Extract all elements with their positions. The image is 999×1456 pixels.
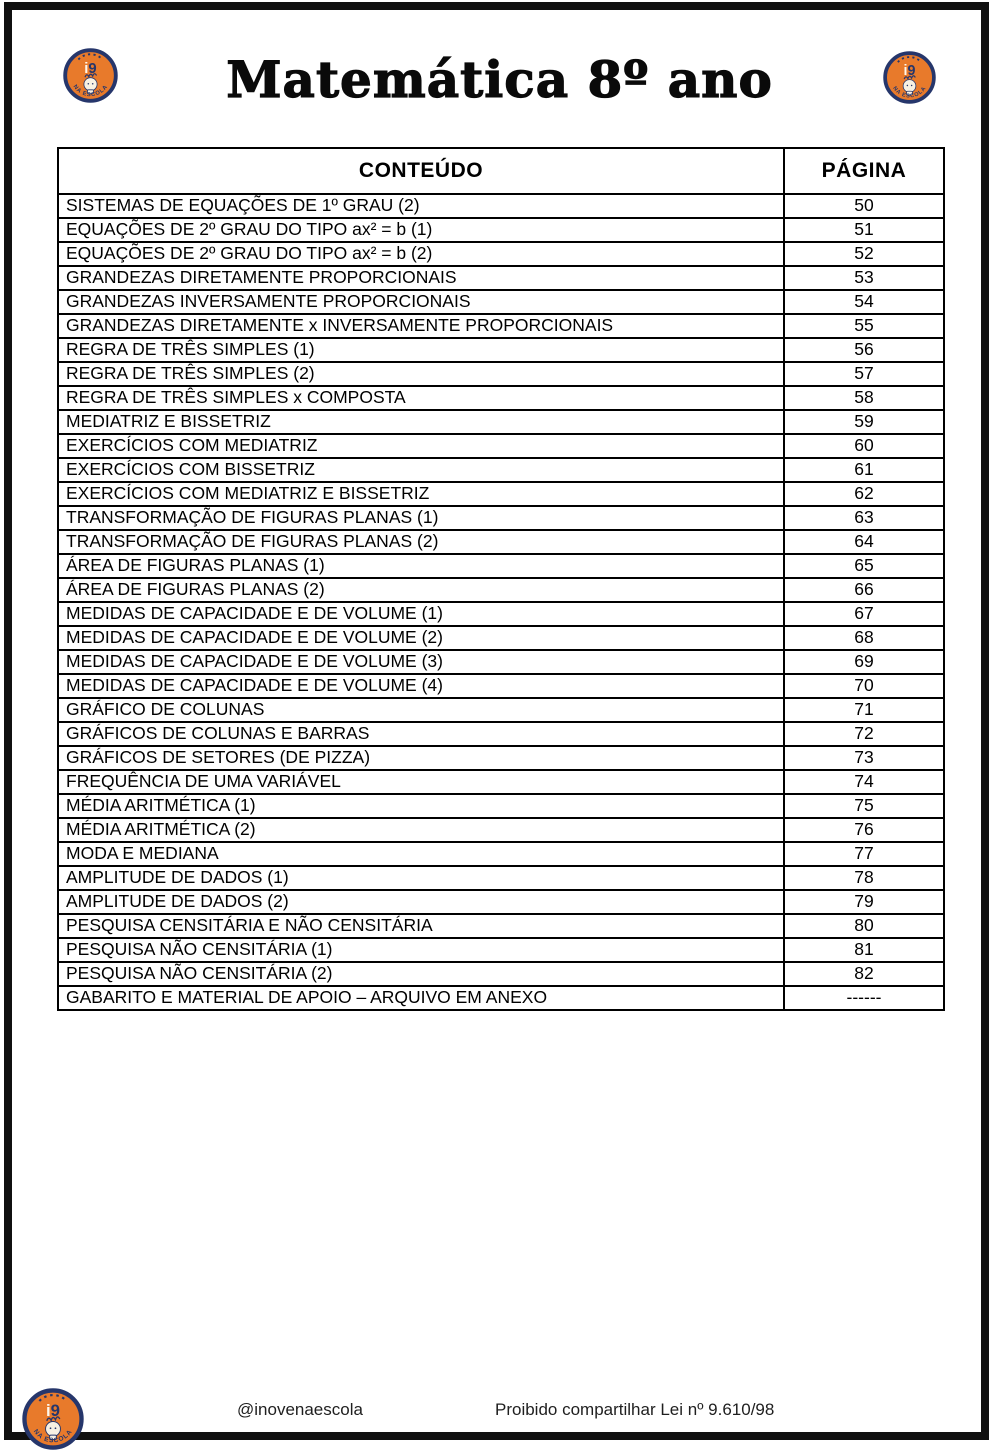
table-row xyxy=(58,890,944,914)
row-page-cell: ------ xyxy=(784,986,944,1010)
row-content-cell: MEDIDAS DE CAPACIDADE E DE VOLUME (1) xyxy=(58,602,784,626)
table-row xyxy=(58,842,944,866)
row-content-cell: REGRA DE TRÊS SIMPLES (1) xyxy=(58,338,784,362)
row-page-cell: 63 xyxy=(784,506,944,530)
row-page-cell: 78 xyxy=(784,866,944,890)
row-content-cell: GRÁFICO DE COLUNAS xyxy=(58,698,784,722)
table-row xyxy=(58,914,944,938)
row-content-cell: MEDIDAS DE CAPACIDADE E DE VOLUME (3) xyxy=(58,650,784,674)
table-row xyxy=(58,314,944,338)
row-content-cell: REGRA DE TRÊS SIMPLES x COMPOSTA xyxy=(58,386,784,410)
table-row xyxy=(58,242,944,266)
row-page-cell: 62 xyxy=(784,482,944,506)
row-content-cell: MEDIDAS DE CAPACIDADE E DE VOLUME (2) xyxy=(58,626,784,650)
row-page-cell: 55 xyxy=(784,314,944,338)
copyright-notice: Proibido compartilhar Lei nº 9.610/98 xyxy=(495,1400,775,1419)
table-row xyxy=(58,554,944,578)
row-page-cell: 54 xyxy=(784,290,944,314)
row-page-cell: 65 xyxy=(784,554,944,578)
table-row xyxy=(58,794,944,818)
row-page-cell: 64 xyxy=(784,530,944,554)
row-content-cell: EQUAÇÕES DE 2º GRAU DO TIPO ax² = b (2) xyxy=(58,242,784,266)
row-page-cell: 52 xyxy=(784,242,944,266)
row-content-cell: GABARITO E MATERIAL DE APOIO – ARQUIVO EM ANEXO xyxy=(58,986,784,1010)
table-row xyxy=(58,218,944,242)
i9-escola-logo xyxy=(883,51,936,104)
row-content-cell: SISTEMAS DE EQUAÇÕES DE 1º GRAU (2) xyxy=(58,194,784,218)
row-page-cell: 50 xyxy=(784,194,944,218)
row-page-cell: 58 xyxy=(784,386,944,410)
row-content-cell: EXERCÍCIOS COM MEDIATRIZ E BISSETRIZ xyxy=(58,482,784,506)
row-page-cell: 68 xyxy=(784,626,944,650)
table-row xyxy=(58,482,944,506)
table-row xyxy=(58,386,944,410)
row-page-cell: 60 xyxy=(784,434,944,458)
table-row xyxy=(58,674,944,698)
row-content-cell: PESQUISA NÃO CENSITÁRIA (2) xyxy=(58,962,784,986)
row-page-cell: 53 xyxy=(784,266,944,290)
row-content-cell: ÁREA DE FIGURAS PLANAS (1) xyxy=(58,554,784,578)
i9-escola-logo xyxy=(22,1388,84,1450)
row-content-cell: EXERCÍCIOS COM BISSETRIZ xyxy=(58,458,784,482)
row-page-cell: 67 xyxy=(784,602,944,626)
row-content-cell: PESQUISA CENSITÁRIA E NÃO CENSITÁRIA xyxy=(58,914,784,938)
table-row xyxy=(58,866,944,890)
table-row xyxy=(58,602,944,626)
table-row xyxy=(58,938,944,962)
row-page-cell: 76 xyxy=(784,818,944,842)
table-row xyxy=(58,410,944,434)
row-page-cell: 72 xyxy=(784,722,944,746)
table-row xyxy=(58,290,944,314)
row-content-cell: GRANDEZAS DIRETAMENTE x INVERSAMENTE PROPORCIONAIS xyxy=(58,314,784,338)
table-row xyxy=(58,506,944,530)
row-content-cell: PESQUISA NÃO CENSITÁRIA (1) xyxy=(58,938,784,962)
table-row xyxy=(58,338,944,362)
table-row xyxy=(58,986,944,1010)
table-row xyxy=(58,770,944,794)
row-content-cell: GRANDEZAS INVERSAMENTE PROPORCIONAIS xyxy=(58,290,784,314)
contents-table xyxy=(57,147,945,1011)
row-content-cell: AMPLITUDE DE DADOS (2) xyxy=(58,890,784,914)
row-content-cell: AMPLITUDE DE DADOS (1) xyxy=(58,866,784,890)
column-header-conteudo: CONTEÚDO xyxy=(58,148,784,194)
row-content-cell: EXERCÍCIOS COM MEDIATRIZ xyxy=(58,434,784,458)
row-page-cell: 66 xyxy=(784,578,944,602)
row-page-cell: 70 xyxy=(784,674,944,698)
row-content-cell: MÉDIA ARITMÉTICA (2) xyxy=(58,818,784,842)
table-header-row xyxy=(58,148,944,194)
row-content-cell: GRÁFICOS DE COLUNAS E BARRAS xyxy=(58,722,784,746)
row-content-cell: MÉDIA ARITMÉTICA (1) xyxy=(58,794,784,818)
instagram-handle: @inovenaescola xyxy=(237,1400,363,1419)
table-row xyxy=(58,962,944,986)
row-page-cell: 71 xyxy=(784,698,944,722)
row-page-cell: 56 xyxy=(784,338,944,362)
row-content-cell: MODA E MEDIANA xyxy=(58,842,784,866)
table-row xyxy=(58,578,944,602)
row-page-cell: 59 xyxy=(784,410,944,434)
row-page-cell: 82 xyxy=(784,962,944,986)
table-row xyxy=(58,746,944,770)
table-row xyxy=(58,194,944,218)
table-row xyxy=(58,698,944,722)
row-content-cell: TRANSFORMAÇÃO DE FIGURAS PLANAS (2) xyxy=(58,530,784,554)
row-page-cell: 69 xyxy=(784,650,944,674)
row-content-cell: REGRA DE TRÊS SIMPLES (2) xyxy=(58,362,784,386)
table-row xyxy=(58,818,944,842)
row-content-cell: MEDIDAS DE CAPACIDADE E DE VOLUME (4) xyxy=(58,674,784,698)
table-row xyxy=(58,362,944,386)
row-page-cell: 57 xyxy=(784,362,944,386)
row-page-cell: 51 xyxy=(784,218,944,242)
table-row xyxy=(58,626,944,650)
row-content-cell: ÁREA DE FIGURAS PLANAS (2) xyxy=(58,578,784,602)
table-row xyxy=(58,530,944,554)
column-header-pagina: PÁGINA xyxy=(784,148,944,194)
row-content-cell: MEDIATRIZ E BISSETRIZ xyxy=(58,410,784,434)
row-page-cell: 79 xyxy=(784,890,944,914)
row-content-cell: FREQUÊNCIA DE UMA VARIÁVEL xyxy=(58,770,784,794)
table-row xyxy=(58,266,944,290)
row-page-cell: 80 xyxy=(784,914,944,938)
row-page-cell: 73 xyxy=(784,746,944,770)
table-row xyxy=(58,458,944,482)
table-row xyxy=(58,650,944,674)
row-page-cell: 75 xyxy=(784,794,944,818)
row-content-cell: TRANSFORMAÇÃO DE FIGURAS PLANAS (1) xyxy=(58,506,784,530)
page-title: Matemática 8º ano xyxy=(226,50,773,109)
row-page-cell: 74 xyxy=(784,770,944,794)
row-page-cell: 77 xyxy=(784,842,944,866)
row-page-cell: 61 xyxy=(784,458,944,482)
row-content-cell: EQUAÇÕES DE 2º GRAU DO TIPO ax² = b (1) xyxy=(58,218,784,242)
row-content-cell: GRANDEZAS DIRETAMENTE PROPORCIONAIS xyxy=(58,266,784,290)
row-content-cell: GRÁFICOS DE SETORES (DE PIZZA) xyxy=(58,746,784,770)
table-row xyxy=(58,434,944,458)
table-row xyxy=(58,722,944,746)
row-page-cell: 81 xyxy=(784,938,944,962)
